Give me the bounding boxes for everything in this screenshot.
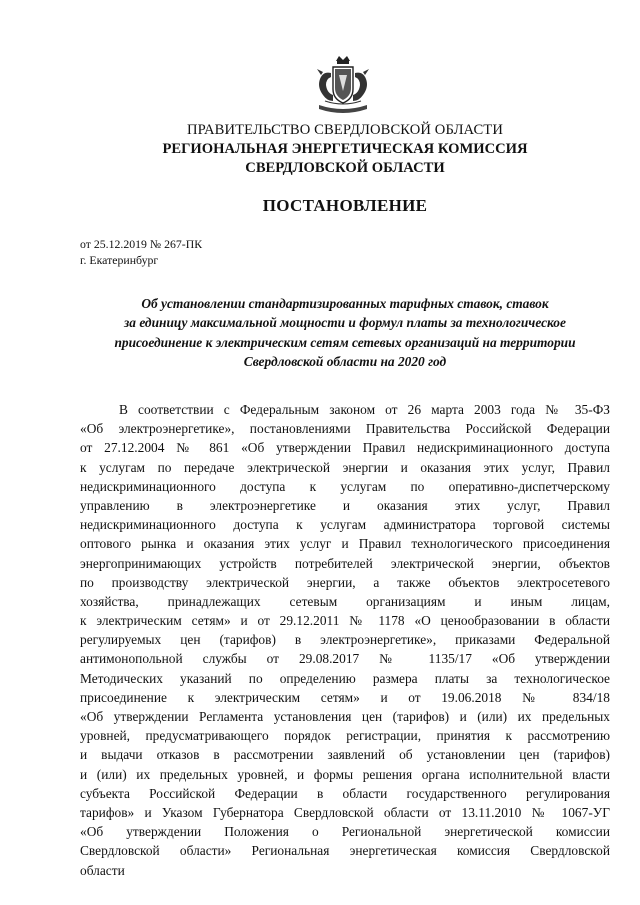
commission-title-line2: СВЕРДЛОВСКОЙ ОБЛАСТИ (245, 160, 445, 176)
body-line: уровней, предусматривающего порядок регистрации, принятия к рассмотрению (80, 728, 610, 744)
body-line: области (80, 862, 125, 878)
body-line: недискриминационного доступа к услугам администратора торговой системы (80, 517, 610, 533)
body-line: субъекта Российской Федерации в области государственного регулирования (80, 785, 610, 801)
subject-line: Свердловской области на 2020 год (243, 354, 447, 370)
body-line: энергопринимающих устройств потребителей электрической энергии, объектов (80, 555, 610, 571)
body-line: по производству электрической энергии, а также объектов электросетевого (80, 574, 610, 590)
body-line: В соответствии с Федеральным законом от 26 марта 2003 года № 35-ФЗ (119, 402, 610, 417)
body-line: и выдачи отказов в рассмотрении заявлений об установлении цен (тарифов) (80, 747, 610, 763)
body-line: присоединение к электрическим сетям» и от 19.06.2018 № 834/18 (80, 689, 610, 705)
body-line: недискриминационного доступа к услугам по оперативно-диспетчерскому (80, 478, 610, 494)
body-line: от 27.12.2004 № 861 «Об утверждении Правил недискриминационного доступа (80, 440, 610, 456)
body-line: Методических указаний по определению размера платы за технологическое (80, 670, 610, 686)
document-city: г. Екатеринбург (80, 253, 159, 267)
body-line: к услугам по передаче электрической энергии и оказания этих услуг, Правил (80, 459, 610, 475)
body-line: оптового рынка и оказания этих услуг и Правил технологического присоединения (80, 536, 610, 552)
body-line: «Об утверждении Положения о Региональной энергетической комиссии (80, 824, 610, 840)
commission-title-line1: РЕГИОНАЛЬНАЯ ЭНЕРГЕТИЧЕСКАЯ КОМИССИЯ (162, 141, 528, 157)
body-line: «Об электроэнергетике», постановлениями Правительства Российской Федерации (80, 421, 610, 437)
body-line: антимонопольной службы от 29.08.2017 № 1135/17 «Об утверждении (80, 651, 610, 667)
body-line: тарифов» и Указом Губернатора Свердловской области от 13.11.2010 № 1067-УГ (80, 804, 610, 820)
document-body-paragraph (80, 400, 610, 880)
subject-line: Об установлении стандартизированных тарифных ставок, ставок (141, 296, 549, 311)
subject-line: за единицу максимальной мощности и формул платы за технологическое (124, 315, 566, 331)
subject-line: присоединение к электрическим сетям сетевых организаций на территории (114, 334, 576, 350)
body-line: хозяйства, принадлежащих сетевым организациям и иным лицам, (80, 593, 610, 609)
body-line: управлению в электроэнергетике и оказания этих услуг, Правил (80, 497, 610, 513)
body-line: «Об утверждении Регламента установления цен (тарифов) и (или) их предельных (80, 709, 610, 724)
body-line: Свердловской области» Региональная энергетическая комиссия Свердловской (80, 843, 610, 859)
document-date-number: от 25.12.2019 № 267-ПК (80, 237, 203, 251)
document-type-heading: ПОСТАНОВЛЕНИЕ (262, 196, 428, 215)
body-line: и (или) их предельных уровней, и формы решения органа исполнительной власти (80, 766, 610, 782)
body-line: к электрическим сетям» и от 29.12.2011 № 1178 «О ценообразовании в области (80, 613, 610, 629)
government-title: ПРАВИТЕЛЬСТВО СВЕРДЛОВСКОЙ ОБЛАСТИ (187, 122, 503, 138)
coat-of-arms-icon (303, 55, 383, 117)
body-line: регулируемых цен (тарифов) в электроэнергетике», приказами Федеральной (80, 632, 610, 648)
document-subject (80, 294, 610, 372)
